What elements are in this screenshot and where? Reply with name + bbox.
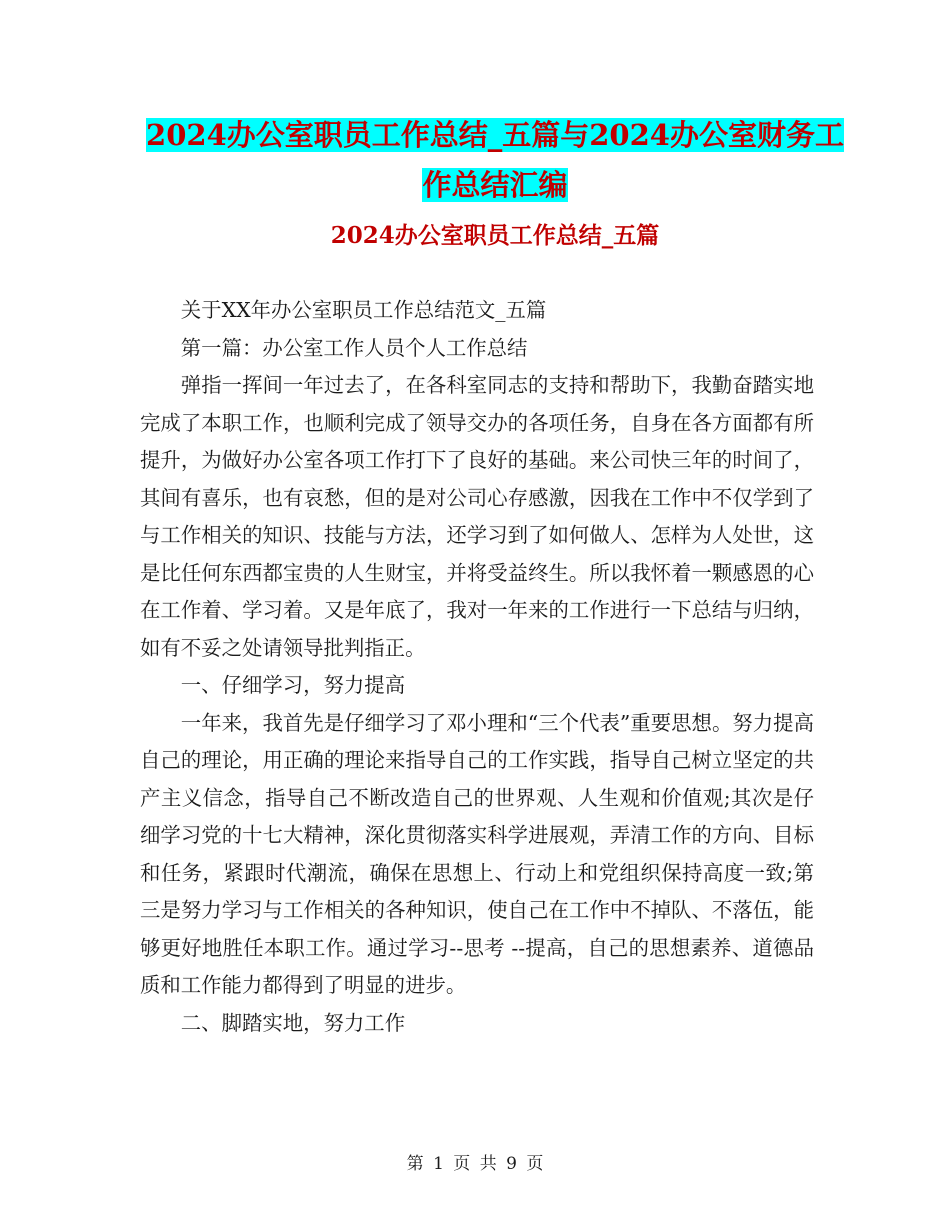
document-body: [140, 292, 814, 1042]
document-title-line-1: 2024办公室职员工作总结_五篇与2024办公室财务工: [146, 118, 844, 152]
document-title: [140, 110, 850, 210]
paragraph: 弹指一挥间一年过去了，在各科室同志的支持和帮助下，我勤奋踏实地完成了本职工作，也顺利完成了领导交办的各项任务，自身在各方面都有所提升，为做好办公室各项工作打下了良好的基础。来公司快三年的时间了，其间有喜乐，也有哀愁，但的是对公司心存感激，因我在工作中不仅学到了与工作相关的知识、技能与方法，还学习到了如何做人、怎样为人处世，这是比任何东西都宝贵的人生财宝，并将受益终生。所以我怀着一颗感恩的心在工作着、学习着。又是年底了，我对一年来的工作进行一下总结与归纳，如有不妥之处请领导批判指正。: [140, 373, 814, 660]
paragraph: 第一篇：办公室工作人员个人工作总结: [180, 335, 528, 360]
paragraph: 一年来，我首先是仔细学习了邓小理和“三个代表”重要思想。努力提高自己的理论，用正确的理论来指导自己的工作实践，指导自己树立坚定的共产主义信念，指导自己不断改造自己的世界观、人生观和价值观;其次是仔细学习党的十七大精神，深化贯彻落实科学进展观，弄清工作的方向、目标和任务，紧跟时代潮流，确保在思想上、行动上和党组织保持高度一致;第三是努力学习与工作相关的各种知识，使自己在工作中不掉队、不落伍，能够更好地胜任本职工作。通过学习--思考 --提高，自己的思想素养、道德品质和工作能力都得到了明显的进步。: [140, 710, 814, 997]
document-title-line-2: 作总结汇编: [422, 168, 568, 202]
paragraph-heading: 二、脚踏实地，努力工作: [180, 1010, 406, 1035]
section-title: 2024办公室职员工作总结_五篇: [330, 222, 660, 249]
page-number-footer: 第 1 页 共 9 页: [406, 1154, 544, 1174]
paragraph-heading: 一、仔细学习，努力提高: [180, 673, 406, 697]
paragraph: 关于XX年办公室职员工作总结范文_五篇: [180, 298, 547, 322]
